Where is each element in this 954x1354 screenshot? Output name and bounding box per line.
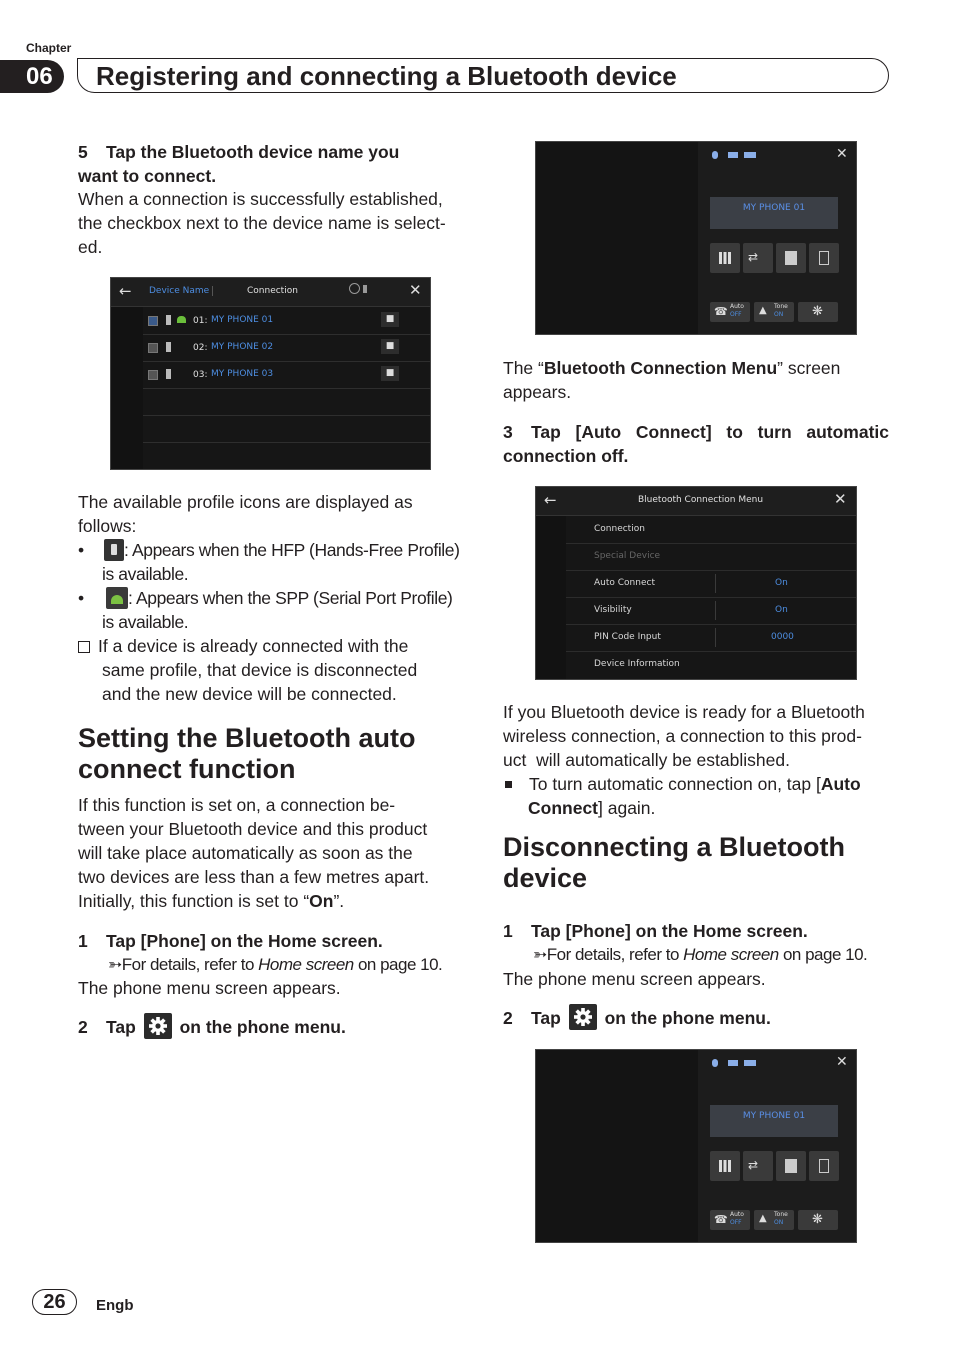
step-text: Tap [531,1008,561,1028]
call-history-button[interactable] [743,243,773,273]
caption-text: ” screen [777,358,841,378]
tone-label: Tone [774,303,788,310]
left-step-1-body: The phone menu screen appears. [78,978,341,998]
keypad-icon [719,1160,731,1172]
body-line: the checkbox next to the device name is select- [78,213,446,233]
phonebook-button[interactable] [776,243,806,273]
step-number: 5 [78,142,88,162]
gear-icon [569,1004,597,1030]
divider [715,574,716,593]
connected-phone-name[interactable]: MY PHONE 01 [710,1105,838,1137]
caption-text: appears. [503,382,572,402]
screen-caption [503,356,893,404]
signal-icon [728,1060,738,1066]
right-step-3 [503,420,889,468]
checkbox-icon[interactable] [148,370,158,380]
step-title: Tap [Auto Connect] to turn automatic [531,422,889,442]
body-line: If this function is set on, a connection be- [78,795,396,815]
menu-item-label: Visibility [594,605,632,615]
bullet-text: ] again. [598,798,656,818]
empty-row [143,389,431,416]
note-text: same profile, that device is disconnected [102,660,418,680]
auto-value: OFF [730,1219,742,1226]
step-number: 1 [503,921,513,941]
bullet-text: : Appears when the HFP (Hands-Free Profile) [124,540,460,560]
call-history-icon: ⇄ [748,1158,759,1172]
right-step-1-body: The phone menu screen appears. [503,969,766,989]
step-title: Tap [Phone] on the Home screen. [531,921,808,941]
step-title: Tap the Bluetooth device name you [106,142,400,162]
close-icon[interactable]: ✕ [836,1054,848,1070]
body-line: uct will automatically be established. [503,750,790,770]
caption-text: The “ [503,358,544,378]
auto-answer-button[interactable] [710,1210,750,1230]
body-text: Initially, this function is set to “ [78,891,310,911]
menu-item-label: PIN Code Input [594,632,661,642]
body-line: tween your Bluetooth device and this product [78,819,428,839]
keypad-icon [719,252,731,264]
keypad-button[interactable] [710,1151,740,1181]
phone-small-icon [363,285,367,293]
bullet-text: is available. [102,564,189,584]
device-index: 01: [193,316,208,326]
chapter-title: Registering and connecting a Bluetooth device [96,61,677,91]
back-arrow-icon[interactable]: ← [544,491,557,509]
phone-menu-screen-top [535,141,857,335]
delete-icon[interactable]: ■ [381,366,399,381]
left-step-1-ref [108,953,478,977]
body-line: follows: [78,516,137,536]
bullet-bold: Connect [528,798,598,818]
checkbox-checked-icon[interactable] [148,316,158,326]
android-icon [106,587,128,609]
section-title-line: Disconnecting a Bluetooth [503,832,846,862]
tone-value: ON [774,1219,784,1226]
battery-icon [744,1060,756,1066]
right-step-1 [503,919,895,943]
back-arrow-icon[interactable]: ← [119,282,132,300]
phone-menu-left-pane [536,1050,698,1243]
close-icon[interactable]: ✕ [834,490,847,508]
step-number: 3 [503,422,513,442]
tone-label: Tone [774,1211,788,1218]
phone-menu-right-pane [698,1050,857,1243]
phone-menu-screen-bottom [535,1049,857,1243]
menu-item-pin-code[interactable] [566,624,857,652]
device-list-screen [110,277,431,470]
on-value: On [309,891,334,911]
note-text: and the new device will be connected. [102,684,397,704]
device-name[interactable]: MY PHONE 02 [211,342,274,352]
step-number: 1 [78,931,88,951]
menu-item-visibility[interactable] [566,597,857,625]
menu-item-connection[interactable] [566,516,857,544]
step-number: 2 [78,1017,88,1037]
auto-label: Auto [730,1211,744,1218]
checkbox-icon[interactable] [148,343,158,353]
ref-text: For details, refer to [546,945,684,964]
step-title-cont: connection off. [503,446,629,466]
chapter-number: 06 [0,60,64,93]
bullet-dot: • [78,540,84,560]
section-title-line: connect function [78,754,296,784]
bullet-dot: • [78,588,84,608]
phone-menu-left-pane [536,142,698,335]
step-title-cont: want to connect. [78,166,217,186]
bt-connection-menu-screen [535,486,857,680]
left-gutter [536,516,566,680]
preset-button[interactable] [809,1151,839,1181]
device-row-1[interactable] [143,308,431,335]
section-title-auto-connect [78,723,478,785]
hfp-profile-icon [166,342,171,352]
language-code: Engb [96,1297,134,1314]
close-icon[interactable]: ✕ [836,146,848,162]
step-text: Tap [106,1017,136,1037]
body-line: If you Bluetooth device is ready for a Bluetooth [503,702,865,722]
section-body [78,793,470,913]
ref-link: Home screen [683,945,779,964]
left-step-1 [78,929,470,953]
section-title-disconnect [503,832,903,894]
device-list-header [111,278,430,307]
section-title-line: device [503,863,588,893]
hfp-icon [104,539,124,561]
menu-item-special-device [566,543,857,571]
body-line: wireless connection, a connection to this prod- [503,726,862,746]
ring-tone-button[interactable] [754,1210,794,1230]
phonebook-button[interactable] [776,1151,806,1181]
step-5 [78,140,468,188]
step-title: Tap [Phone] on the Home screen. [106,931,383,951]
menu-item-label: Connection [594,524,645,534]
auto-value: OFF [730,311,742,318]
gear-icon: ❋ [812,304,823,319]
bt-menu-header [536,487,857,516]
search-icon[interactable] [349,283,360,294]
caption-screen-name: Bluetooth Connection Menu [543,358,778,378]
menu-item-auto-connect[interactable] [566,570,857,598]
delete-icon[interactable]: ■ [381,312,399,327]
phonebook-icon [785,251,797,265]
right-step-1-ref [533,943,903,967]
ring-tone-button[interactable] [754,302,794,322]
body-text: ”. [333,891,345,911]
auto-answer-button[interactable] [710,302,750,322]
keypad-button[interactable] [710,243,740,273]
hfp-profile-icon [166,315,171,325]
body-line: ed. [78,237,103,257]
menu-item-value: 0000 [771,632,794,642]
menu-item-label: Auto Connect [594,578,655,588]
menu-item-value: On [775,578,788,588]
bell-icon: ▲ [759,305,767,316]
bt-menu-title: Bluetooth Connection Menu [638,495,764,505]
tone-value: ON [774,311,784,318]
note [78,634,470,706]
auto-connect-body [503,700,895,772]
chapter-label: Chapter [26,41,72,55]
auto-label: Auto [730,303,744,310]
bullet-text: is available. [102,612,189,632]
body-line: When a connection is successfully established, [78,189,443,209]
ref-text: on page 10. [353,955,443,974]
bullet-bold: Auto [820,774,861,794]
body-line: will take place automatically as soon as the [78,843,413,863]
ref-link: Home screen [258,955,354,974]
bell-icon: ▲ [759,1213,767,1224]
left-gutter [111,307,143,470]
ref-text: on page 10. [778,945,868,964]
device-row-3[interactable] [143,362,431,389]
device-name[interactable]: MY PHONE 03 [211,369,274,379]
note-text: If a device is already connected with the [98,636,409,656]
left-step-2 [78,1013,470,1039]
bluetooth-status-icon [712,151,718,159]
spp-profile-icon [177,316,186,323]
section-title-line: Setting the Bluetooth auto [78,723,416,753]
call-history-button[interactable] [743,1151,773,1181]
phone-handset-icon: ☎ [714,305,728,318]
body-line: The available profile icons are displayed as [78,492,413,512]
close-icon[interactable]: ✕ [409,281,422,299]
auto-connect-bullet [503,772,895,820]
note-box-icon [78,641,90,653]
bluetooth-status-icon [712,1059,718,1067]
phone-menu-right-pane [698,142,857,335]
divider [715,628,716,647]
profile-intro [78,490,468,538]
settings-button[interactable] [798,1210,838,1230]
preset-button[interactable] [809,243,839,273]
menu-item-device-information[interactable] [566,651,857,678]
battery-icon [744,152,756,158]
step-text: on the phone menu. [604,1008,771,1028]
gear-icon [144,1013,172,1039]
reference-arrow-icon: ➳ [108,955,122,974]
bullet-text: To turn automatic connection on, tap [ [529,774,821,794]
body-line: two devices are less than a few metres apart. [78,867,430,887]
device-row-2[interactable] [143,335,431,362]
tab-connection[interactable]: Connection [247,286,298,296]
signal-icon [728,152,738,158]
ref-text: For details, refer to [121,955,259,974]
divider [715,601,716,620]
delete-icon[interactable]: ■ [381,339,399,354]
phonebook-icon [785,1159,797,1173]
device-name[interactable]: MY PHONE 01 [211,315,274,325]
device-index: 02: [193,343,208,353]
menu-item-label: Device Information [594,659,680,669]
gear-icon: ❋ [812,1212,823,1227]
page-number: 26 [32,1289,77,1315]
call-history-icon: ⇄ [748,250,759,264]
menu-item-label: Special Device [594,551,661,561]
preset-icon [819,1159,829,1173]
settings-button[interactable] [798,302,838,322]
step-5-body [78,187,468,259]
right-step-2 [503,1004,895,1030]
reference-arrow-icon: ➳ [533,945,547,964]
connected-phone-name[interactable]: MY PHONE 01 [710,197,838,229]
bullet-text: : Appears when the SPP (Serial Port Profile) [128,588,453,608]
square-bullet [505,781,512,788]
menu-item-value: On [775,605,788,615]
empty-row [143,416,431,443]
step-number: 2 [503,1008,513,1028]
bullet-spp [78,586,470,634]
device-index: 03: [193,370,208,380]
phone-handset-icon: ☎ [714,1213,728,1226]
hfp-profile-icon [166,369,171,379]
step-text: on the phone menu. [179,1017,346,1037]
bullet-hfp [78,538,470,586]
tab-device-name[interactable]: Device Name [149,286,213,296]
preset-icon [819,251,829,265]
